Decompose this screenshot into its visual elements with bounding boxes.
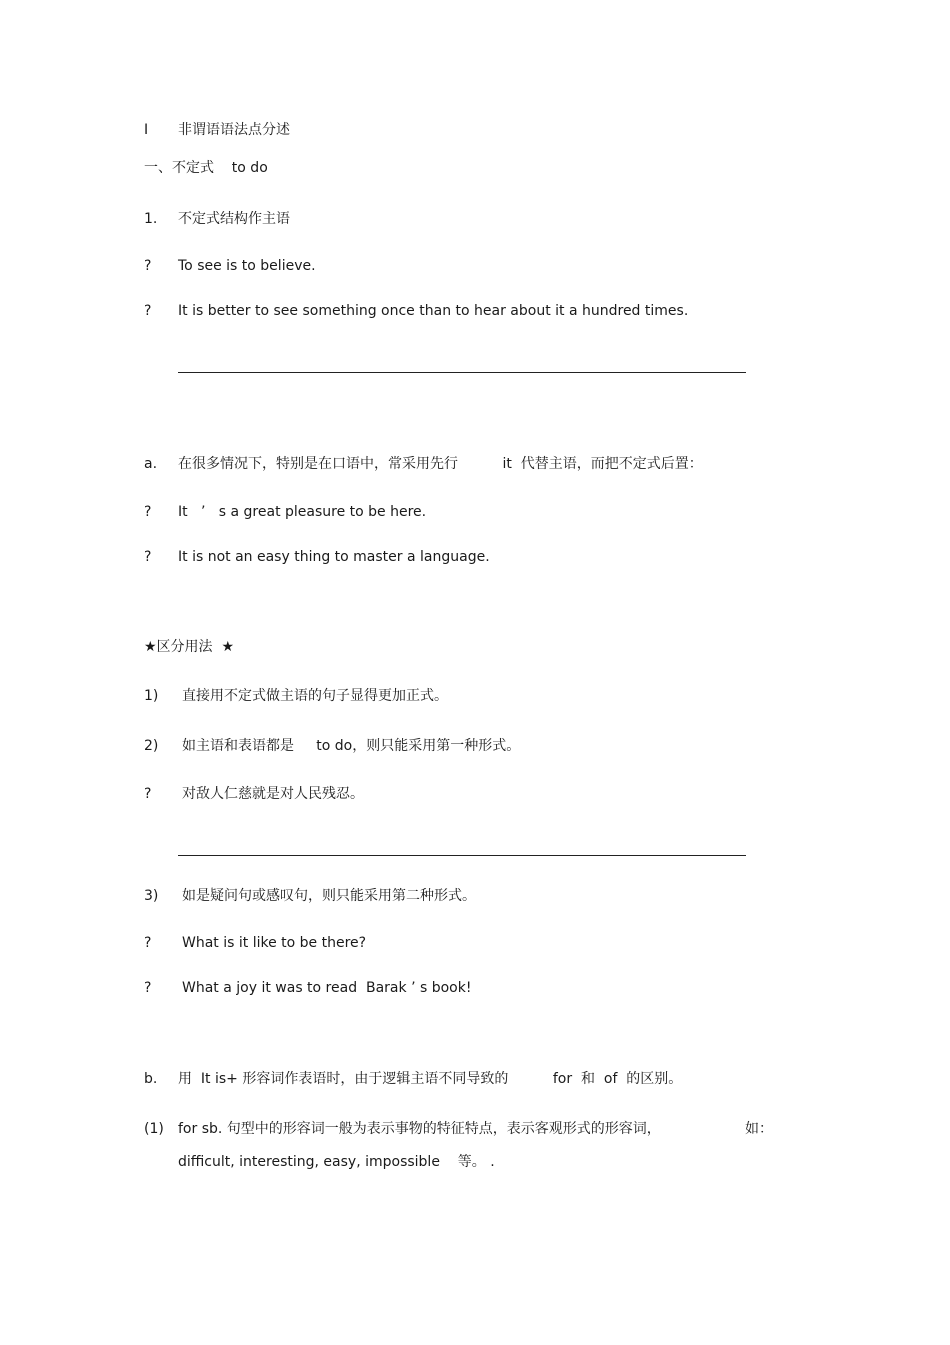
note-a-marker: a.: [144, 456, 158, 472]
point-4-text-2: difficult, interesting, easy, impossible 等。 .: [178, 1154, 495, 1170]
example-3-marker: ?: [144, 504, 152, 520]
heading-marker: I: [144, 122, 149, 138]
point-2-marker: 2): [144, 738, 159, 754]
answer-line-1: [178, 372, 746, 373]
example-6-text: What is it like to be there?: [182, 935, 367, 951]
example-2-marker: ?: [144, 303, 152, 319]
example-7-marker: ?: [144, 980, 152, 996]
item-1-text: 不定式结构作主语: [178, 211, 290, 227]
point-4-tail: 如：: [745, 1121, 773, 1137]
note-b-marker: b.: [144, 1071, 158, 1087]
point-4-text: for sb. 句型中的形容词一般为表示事物的特征特点，表示客观形式的形容词，: [178, 1121, 661, 1137]
example-5-marker: ?: [144, 786, 152, 802]
item-1-marker: 1.: [144, 211, 158, 227]
answer-line-2: [178, 855, 746, 856]
example-5-text: 对敌人仁慈就是对人民残忍。: [182, 786, 364, 802]
example-3-text: It ’ s a great pleasure to be here.: [178, 504, 427, 520]
point-4-marker: (1): [144, 1121, 164, 1137]
point-3-marker: 3): [144, 888, 159, 904]
distinguish-heading-text: ★区分用法 ★: [144, 639, 235, 655]
example-7-text: What a joy it was to read Barak ’ s book!: [182, 980, 472, 996]
example-4-marker: ?: [144, 549, 152, 565]
example-1-marker: ?: [144, 258, 152, 274]
point-1-marker: 1): [144, 688, 159, 704]
note-a-text: 在很多情况下，特别是在口语中，常采用先行 it 代替主语，而把不定式后置：: [178, 456, 703, 472]
section-title-text: 一、不定式 to do: [144, 160, 268, 176]
example-4-text: It is not an easy thing to master a language.: [178, 549, 490, 565]
example-1-text: To see is to believe.: [178, 258, 316, 274]
example-2-text: It is better to see something once than to hear about it a hundred times.: [178, 303, 689, 319]
note-b-text: 用 It is+ 形容词作表语时，由于逻辑主语不同导致的 for 和 of 的区别。: [178, 1071, 683, 1087]
example-6-marker: ?: [144, 935, 152, 951]
point-2-text: 如主语和表语都是 to do，则只能采用第一种形式。: [182, 738, 521, 754]
heading-text: 非谓语语法点分述: [178, 122, 290, 138]
point-1-text: 直接用不定式做主语的句子显得更加正式。: [182, 688, 448, 704]
point-3-text: 如是疑问句或感叹句，则只能采用第二种形式。: [182, 888, 476, 904]
